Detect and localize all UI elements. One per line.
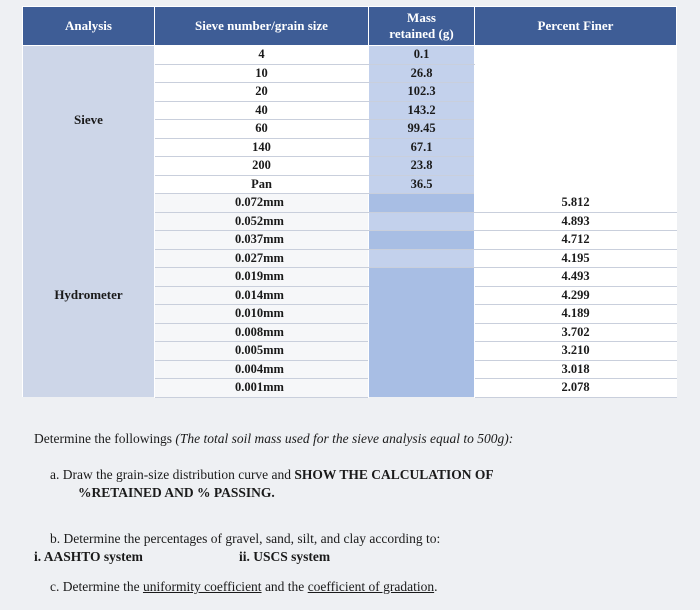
hydrometer-size-cell: 0.004mm [155,360,369,379]
hydrometer-size-cell: 0.010mm [155,305,369,324]
hydrometer-size-cell: 0.005mm [155,342,369,361]
sieve-size-cell: 40 [155,101,369,120]
mass-empty-cell [369,194,475,213]
hydrometer-size-cell: 0.052mm [155,212,369,231]
finer-cell: 4.189 [475,305,677,324]
header-sieve-number: Sieve number/grain size [155,7,369,46]
sieve-size-cell: 4 [155,46,369,65]
header-percent-finer: Percent Finer [475,7,677,46]
table-row [23,194,677,213]
mass-cell: 23.8 [369,157,475,176]
finer-cell: 4.493 [475,268,677,287]
analysis-hydrometer-label: Hydrometer [54,287,123,303]
sieve-size-cell: 20 [155,83,369,102]
finer-blank-cell [475,46,677,194]
mass-cell: 36.5 [369,175,475,194]
table-row [23,46,677,65]
sieve-size-cell: 140 [155,138,369,157]
finer-cell: 3.210 [475,342,677,361]
question-a-prefix: a. Draw the grain-size distribution curve and [50,467,295,482]
question-a-bold-line2: %RETAINED AND % PASSING. [78,485,275,500]
header-analysis: Analysis [23,7,155,46]
mass-empty-cell [369,268,475,398]
questions-section [34,430,674,596]
finer-cell: 3.018 [475,360,677,379]
soil-analysis-table [22,6,677,398]
intro-italic-text: (The total soil mass used for the sieve analysis equal to 500g): [175,431,514,446]
mass-empty-cell [369,212,475,231]
hydrometer-size-cell: 0.014mm [155,286,369,305]
analysis-sieve-label: Sieve [74,111,103,127]
header-mass-retained [369,7,475,46]
sieve-size-cell: 200 [155,157,369,176]
sieve-size-cell: 10 [155,64,369,83]
question-a-bold-line1: SHOW THE CALCULATION OF [294,467,494,482]
mass-cell: 99.45 [369,120,475,139]
question-c-gradation: coefficient of gradation [307,579,435,594]
mass-empty-cell [369,249,475,268]
header-mass-line2: retained (g) [389,26,454,41]
hydrometer-size-cell: 0.001mm [155,379,369,398]
analysis-hydrometer [23,194,155,398]
finer-cell: 3.702 [475,323,677,342]
question-c-end: . [434,579,438,594]
questions-intro [34,430,674,448]
mass-cell: 0.1 [369,46,475,65]
hydrometer-size-cell: 0.019mm [155,268,369,287]
hydrometer-size-cell: 0.037mm [155,231,369,250]
question-c-mid: and the [261,579,308,594]
hydrometer-size-cell: 0.027mm [155,249,369,268]
question-b-uscs: ii. USCS system [239,549,331,564]
intro-plain-text: Determine the followings [34,431,176,446]
analysis-sieve [23,46,155,194]
mass-cell: 102.3 [369,83,475,102]
soil-analysis-table-wrap [22,6,676,398]
finer-cell: 5.812 [475,194,677,213]
finer-cell: 4.893 [475,212,677,231]
finer-cell: 2.078 [475,379,677,398]
finer-cell: 4.195 [475,249,677,268]
question-b-systems [34,548,674,566]
finer-cell: 4.712 [475,231,677,250]
question-c-prefix: c. Determine the [50,579,143,594]
question-c-uniformity: uniformity coefficient [142,579,262,594]
mass-cell: 26.8 [369,64,475,83]
hydrometer-size-cell: 0.072mm [155,194,369,213]
table-header-row [23,7,677,46]
question-a [50,466,674,484]
header-mass-line1: Mass [407,10,436,25]
question-b-aashto: i. AASHTO system [34,549,143,564]
sieve-size-cell: Pan [155,175,369,194]
mass-cell: 143.2 [369,101,475,120]
question-c [50,578,674,596]
finer-cell: 4.299 [475,286,677,305]
hydrometer-size-cell: 0.008mm [155,323,369,342]
question-b: b. Determine the percentages of gravel, sand, silt, and clay according to: [50,531,441,546]
mass-empty-cell [369,231,475,250]
sieve-size-cell: 60 [155,120,369,139]
mass-cell: 67.1 [369,138,475,157]
